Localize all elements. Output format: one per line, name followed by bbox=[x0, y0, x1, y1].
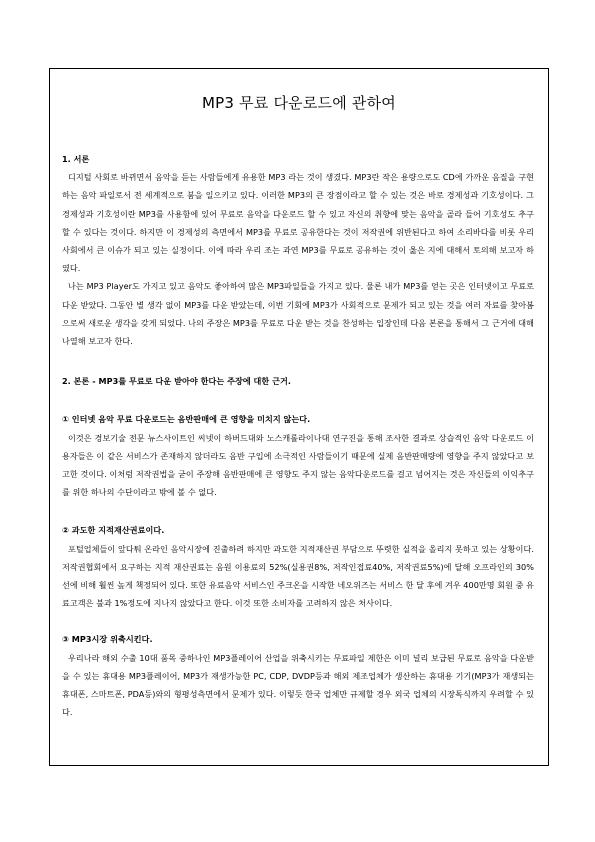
document-title: MP3 무료 다운로드에 관하여 bbox=[202, 94, 396, 112]
section-heading-body: 2. 본론 - MP3를 무료로 다운 받아야 한다는 주장에 대한 근거. bbox=[62, 376, 292, 387]
intro-paragraph-2: 나는 MP3 Player도 가지고 있고 음악도 좋아하여 많은 MP3파일들을 가지고 있다. 물론 내가 MP3를 얻는 곳은 인터넷이고 무료로 다운 받았다. 그동안 별 생각 없이 MP3를 다운 받았는데, 이번 기회에 MP3가 사회적으로 문제가 되고 있는 것을 여러 자료를 찾아봄으로써 새로운 생각을 갖게 되었다. 나의 주장은 MP3를 무료로 다운 받는 것을 찬성하는 입장인데 다음 본론을 통해서 그 근거에 대해 나열해 보고자 한다. bbox=[62, 281, 534, 347]
point-2-body: 포털업체들이 앞다퉈 온라인 음악시장에 진출하려 하지만 과도한 지적재산권 부담으로 뚜렷한 실적을 올리지 못하고 있는 상황이다. 저작권협회에서 요구하는 지적 재산권료는 음원 이용료의 52%(실용권8%, 저작인접료40%, 저작권료5%)에 달해 오프라인의 30%선에 비해 훨씬 높게 책정되어 있다. 또한 유료음악 서비스인 주크온을 시작한 네오위즈는 서비스 한 달 후에 겨우 400만명 회원 중 유료고객은 불과 1%정도에 지나지 않았다고 한다. 이것 또한 소비자를 고려하지 않은 처사이다. bbox=[62, 543, 534, 609]
intro-paragraph-1: 디지털 사회로 바뀌면서 음악을 듣는 사람들에게 유용한 MP3 라는 것이 생겼다. MP3란 작은 용량으로도 CD에 가까운 음질을 구현하는 음악 파일로서 전 세계적으로 붐을 일으키고 있다. 이러한 MP3의 큰 장점이라고 할 수 있는 것은 바로 경제성과 기호성이다. 그 경제성과 기호성이란 MP3를 사용함에 있어 무료로 음악을 다운로드 할 수 있고 자신의 취향에 맞는 음악을 골라 들어 기호성도 추구할 수 있다는 것이다. 하지만 이 경제성의 측면에서 MP3를 무료로 공유한다는 것이 저작권에 위반된다고 하여 소리바다를 비롯 우리 사회에서 큰 이슈가 되고 있는 실정이다. 이에 따라 우리 조는 과연 MP3를 무료로 공유하는 것이 옳은 지에 대해서 토의해 보고자 하였다. bbox=[62, 172, 534, 274]
point-1-body: 이것은 경보기술 전문 뉴스사이트인 씨넷이 하버드대와 노스캐롤라이나대 연구진을 통해 조사한 결과로 상습적인 음악 다운로드 이용자들은 이 같은 서비스가 존재하지 않더라도 음반 구입에 소극적인 사람들이기 때문에 실제 음반판매량에 영향을 주지 않았다고 보고한 것이다. 이처럼 저작권법을 굳이 주장해 음반판매에 큰 영향도 주지 않는 음악다운로드를 걸고 넘어지는 것은 자신들의 이익추구를 위한 하나의 수단이라고 밖에 볼 수 없다. bbox=[62, 432, 534, 498]
point-3-body: 우리나라 해외 수출 10대 품목 중하나인 MP3플레이어 산업을 위축시키는 무료파일 제한은 이미 널리 보급된 무료로 음악을 다운받을 수 있는 휴대용 MP3플레이어, MP3가 재생가능한 PC, CDP, DVDP등과 해외 제조업체가 생산하는 휴대용 기기(MP3가 재생되는 휴대폰, 스마트폰, PDA등)와의 형평성측면에서 문제가 있다. 이렇듯 한국 업체만 규제할 경우 외국 업체의 시장독식까지 우려할 수 있다. bbox=[62, 652, 534, 718]
point-3-heading: ③ MP3시장 위축시킨다. bbox=[62, 634, 153, 645]
section-heading-intro: 1. 서론 bbox=[62, 154, 90, 164]
document-body bbox=[62, 150, 534, 721]
point-2-heading: ② 과도한 지적재산권료이다. bbox=[62, 525, 165, 536]
point-1-heading: ① 인터넷 음악 무료 다운로드는 음반판매에 큰 영향을 미치지 않는다. bbox=[62, 414, 311, 425]
